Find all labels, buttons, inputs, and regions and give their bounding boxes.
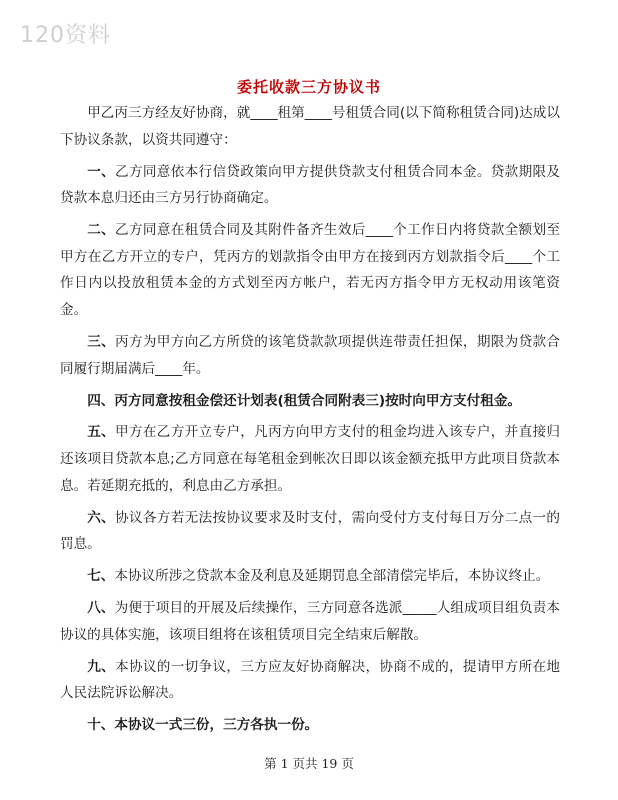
clause-10 — [60, 712, 560, 739]
clause-number: 一、 — [87, 163, 116, 180]
watermark: 120资料 — [20, 23, 111, 48]
clause-text: 协议各方若无法按协议要求及时支付，需向受付方支付每日万分二点一的罚息。 — [60, 509, 561, 553]
clause-7 — [60, 563, 560, 590]
clause-2 — [60, 217, 560, 323]
clause-text: 乙方同意在租赁合同及其附件备齐生效后____个工作日内将贷款全额划至甲方在乙方开立的专户，凭丙方的划款指令由甲方在接到丙方划款指令后____个工作日内以投放租赁本金的方式划至丙方帐户，若无丙方指令甲方无权动用该笔资金。 — [60, 222, 561, 318]
clause-number: 三、 — [87, 333, 116, 350]
clause-text: 丙方同意按租金偿还计划表(租赁合同附表三)按时向甲方支付租金。 — [114, 392, 522, 409]
clause-number: 八、 — [87, 600, 115, 617]
clause-text: 甲方在乙方开立专户，凡丙方向甲方支付的租金均进入该专户，并直接归还该项目贷款本息;乙方同意在每笔租金到帐次日即以该金额充抵甲方此项目贷款本息。若延期充抵的，利息由乙方承担。 — [60, 424, 561, 494]
clause-8 — [60, 595, 560, 648]
document-body — [60, 100, 560, 744]
paragraph-intro — [60, 100, 560, 153]
clause-text: 为便于项目的开展及后续操作，三方同意各选派_____人组成项目组负责本协议的具体实施，该项目组将在该租赁项目完全结束后解散。 — [60, 600, 561, 643]
clause-number: 七、 — [87, 568, 115, 585]
clause-text: 乙方同意依本行信贷政策向甲方提供贷款支付租赁合同本金。贷款期限及贷款本息归还由三方另行协商确定。 — [60, 163, 561, 207]
clause-number: 六、 — [87, 509, 116, 526]
clause-number: 九、 — [87, 658, 116, 675]
clause-text: 本协议一式三份，三方各执一份。 — [114, 717, 319, 734]
page-number: 第 1 页共 19 页 — [264, 756, 354, 771]
paragraph-text: 甲乙丙三方经友好协商，就____租第____号租赁合同(以下简称租赁合同)达成以下协议条款，以资共同遵守： — [60, 105, 560, 148]
clause-6 — [60, 505, 560, 558]
clause-text: 丙方为甲方向乙方所贷的该笔贷款款项提供连带责任担保，期限为贷款合同履行期届满后____年。 — [60, 333, 561, 377]
clause-3 — [60, 329, 560, 382]
clause-text: 本协议所涉之贷款本金及利息及延期罚息全部清偿完毕后，本协议终止。 — [114, 568, 550, 585]
clause-number: 二、 — [87, 222, 116, 239]
clause-number: 五、 — [87, 424, 116, 441]
document-title: 委托收款三方协议书 — [236, 78, 381, 96]
clause-text: 本协议的一切争议，三方应友好协商解决，协商不成的，提请甲方所在地人民法院诉讼解决。 — [60, 658, 561, 702]
clause-number: 十、 — [87, 717, 115, 734]
clause-9 — [60, 654, 560, 707]
clause-5 — [60, 419, 560, 499]
clause-4 — [60, 388, 560, 415]
clause-1 — [60, 159, 560, 212]
clause-number: 四、 — [87, 392, 115, 409]
